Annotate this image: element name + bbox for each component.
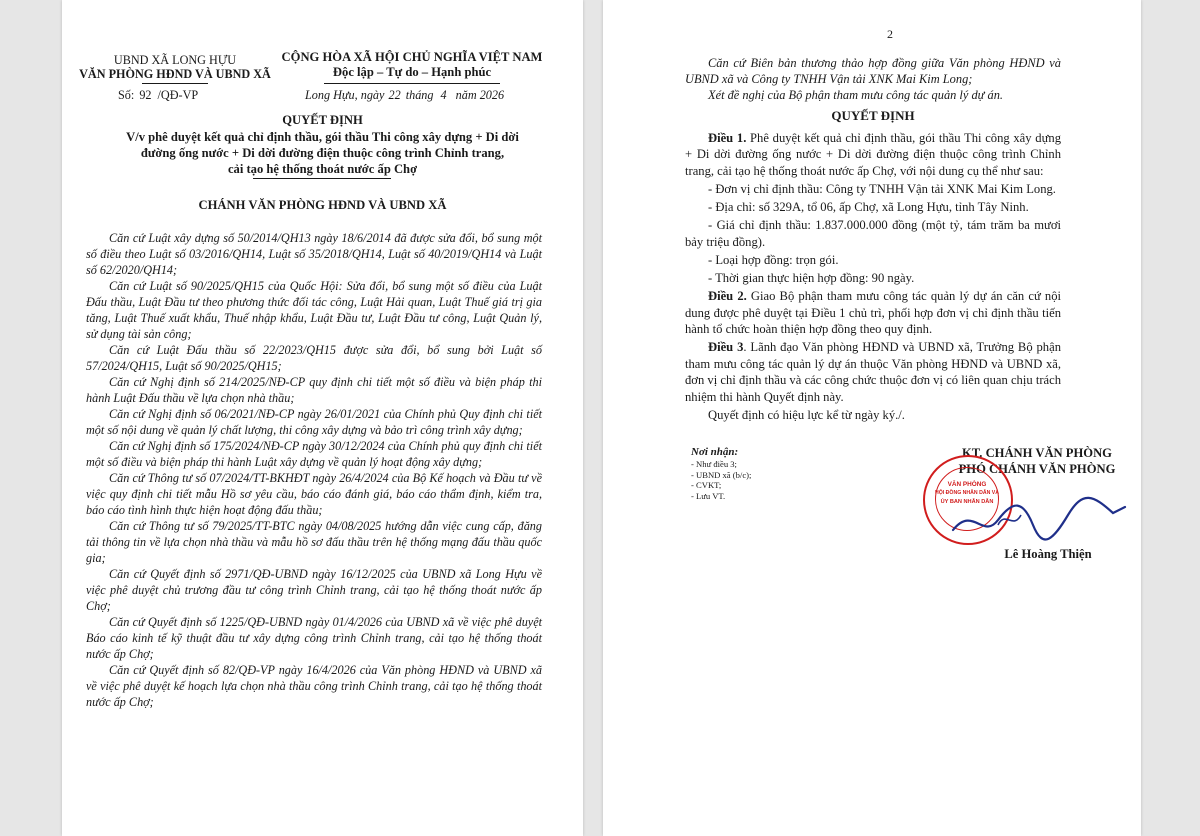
basis-item: Căn cứ Nghị định số 214/2025/NĐ-CP quy định chi tiết một số điều và biện pháp thi hành Luật Đấu thầu về lựa chọn nhà thầu; bbox=[86, 375, 542, 405]
org-header bbox=[70, 53, 280, 81]
stamp-text-2: HỘI ĐỒNG NHÂN DÂN VÀ bbox=[935, 490, 999, 496]
recipients-title: Nơi nhận: bbox=[691, 446, 739, 458]
page-1 bbox=[62, 0, 583, 836]
detail-item: - Địa chỉ: số 329A, tổ 06, ấp Chợ, xã Long Hựu, tỉnh Tây Ninh. bbox=[708, 200, 1029, 215]
legal-bases bbox=[86, 231, 542, 711]
motto-underline bbox=[324, 83, 500, 84]
stamp-text-3: ỦY BAN NHÂN DÂN bbox=[940, 499, 994, 505]
org-line2: VĂN PHÒNG HĐND VÀ UBND XÃ bbox=[79, 67, 271, 81]
nation-title: CỘNG HÒA XÃ HỘI CHỦ NGHĨA VIỆT NAM bbox=[281, 50, 543, 64]
basis-item: Căn cứ Nghị định số 06/2021/NĐ-CP ngày 26/01/2021 của Chính phủ Quy định chi tiết một số nội dung về quản lý chất lượng, thi công xây dựng và bảo trì công trình xây dựng; bbox=[86, 407, 542, 438]
basis-item: Căn cứ Thông tư số 07/2024/TT-BKHĐT ngày 26/4/2024 của Bộ Kế hoạch và Đầu tư về việc quy định chi tiết mẫu Hồ sơ yêu cầu, báo cáo đánh giá, báo cáo thẩm định, kiểm tra, báo cáo tình hình thực hiện hoạt động đấu thầu; bbox=[86, 471, 542, 518]
basis-item: Căn cứ Biên bản thương thảo hợp đồng giữa Văn phòng HĐND và UBND xã và Công ty TNHH Vận tải XNK Mai Kim Long; bbox=[685, 56, 1061, 86]
motto: Độc lập – Tự do – Hạnh phúc bbox=[332, 65, 492, 79]
article-2: Điều 2. Giao Bộ phận tham mưu công tác quản lý dự án căn cứ nội dung được phê duyệt tại Điều 1 chủ trì, phối hợp đơn vị chỉ định thầu tiến hành tổ chức hoàn thiện hợp đồng theo quy định. bbox=[685, 289, 1062, 337]
sign-line1: KT. CHÁNH VĂN PHÒNG bbox=[962, 446, 1112, 460]
basis-item: Căn cứ Thông tư số 79/2025/TT-BTC ngày 04/08/2025 hướng dẫn việc cung cấp, đăng tải thông tin về lựa chọn nhà thầu và mẫu hồ sơ đấu thầu trên hệ thống mạng đấu thầu quốc gia; bbox=[86, 519, 542, 566]
basis-item: Căn cứ Quyết định số 2971/QĐ-UBND ngày 16/12/2025 của UBND xã Long Hựu về việc phê duyệt chủ trương đầu tư công trình Chỉnh trang, cải tạo hệ thống thoát nước ấp Chợ; bbox=[86, 567, 542, 614]
doc-type: QUYẾT ĐỊNH bbox=[282, 113, 363, 127]
recipients bbox=[691, 446, 841, 501]
bases-continued bbox=[685, 55, 1061, 104]
detail-item: - Loại hợp đồng: trọn gói. bbox=[708, 253, 839, 268]
basis-item: Xét đề nghị của Bộ phận tham mưu công tác quản lý dự án. bbox=[708, 88, 1004, 103]
recipient-item: - CVKT; bbox=[691, 480, 722, 491]
doc-date: Long Hựu, ngày 22 tháng 4 năm 2026 bbox=[305, 88, 505, 102]
detail-item: - Giá chỉ định thầu: 1.837.000.000 đồng (một tỷ, tám trăm ba mươi bảy triệu đồng). bbox=[685, 218, 1061, 249]
authority-title: CHÁNH VĂN PHÒNG HĐND VÀ UBND XÃ bbox=[198, 198, 447, 212]
page-number: 2 bbox=[887, 27, 893, 41]
recipient-item: - UBND xã (b/c); bbox=[691, 469, 752, 480]
org-line1: UBND XÃ LONG HỰU bbox=[113, 53, 237, 67]
handwritten-signature bbox=[943, 485, 1133, 555]
signer-name: Lê Hoàng Thiện bbox=[1004, 547, 1092, 561]
org-underline bbox=[142, 83, 208, 84]
page-2 bbox=[603, 0, 1141, 836]
basis-item: Căn cứ Quyết định số 1225/QĐ-UBND ngày 01/4/2026 của UBND xã về việc phê duyệt Báo cáo kinh tế kỹ thuật đầu tư xây dựng công trình Chỉnh trang, cải tạo hệ thống thoát nước ấp Chợ; bbox=[86, 615, 542, 662]
doc-number: Số: 92 /QĐ-VP bbox=[118, 88, 199, 102]
basis-item: Căn cứ Luật Đấu thầu số 22/2023/QH15 được sửa đổi, bổ sung bởi Luật số 57/2024/QH15, Luật số 90/2025/QH15; bbox=[86, 342, 542, 373]
basis-item: Căn cứ Luật số 90/2025/QH15 của Quốc Hội: Sửa đổi, bổ sung một số điều của Luật Đấu thầu, Luật Đầu tư theo phương thức đối tác công, Luật Hải quan, Luật Thuế giá trị gia tăng, Luật Thuế xuất khẩu, Thuế nhập khẩu, Luật Đầu tư, Luật Đầu tư công, Luật Quản lý, sử dụng tài sản công; bbox=[86, 279, 542, 341]
doc-subject: V/v phê duyệt kết quả chỉ định thầu, gói thầu Thi công xây dựng + Di dời đường ống nước + Di dời đường điện thuộc công trình Chỉnh trang, cải tạo hệ thống thoát nước ấp Chợ bbox=[126, 130, 519, 177]
basis-item: Căn cứ Nghị định số 175/2024/NĐ-CP ngày 30/12/2024 của Chính phủ quy định chi tiết một số điều và biện pháp thi hành Luật xây dựng về quản lý hoạt động xây dựng; bbox=[86, 439, 542, 470]
nation-header bbox=[262, 50, 562, 80]
article-3: Điều 3. Lãnh đạo Văn phòng HĐND và UBND xã, Trưởng Bộ phận tham mưu công tác quản lý dự án thuộc Văn phòng HĐND và UBND xã, đơn vị chỉ định thầu và các công chức thuộc đơn vị có liên quan chịu trách nhiệm thi hành Quyết định này. bbox=[685, 340, 1061, 404]
basis-item: Căn cứ Quyết định số 82/QĐ-VP ngày 16/4/2026 của Văn phòng HĐND và UBND xã về việc phê duyệt kế hoạch lựa chọn nhà thầu công trình Chỉnh trang, cải tạo hệ thống thoát nước ấp Chợ; bbox=[86, 663, 542, 710]
decision-heading: QUYẾT ĐỊNH bbox=[831, 108, 915, 123]
basis-item: Căn cứ Luật xây dựng số 50/2014/QH13 ngày 18/6/2014 đã được sửa đổi, bổ sung một số điều theo Luật số 03/2016/QH14, Luật số 35/2018/QH14, Luật số 40/2019/QH14 và Luật số 62/2020/QH14; bbox=[86, 231, 542, 277]
stamp-text-1: VĂN PHÒNG bbox=[947, 481, 987, 488]
recipient-item: - Lưu VT. bbox=[691, 490, 726, 501]
article-1: Điều 1. Phê duyệt kết quả chỉ định thầu, gói thầu Thi công xây dựng + Di dời đường ống nước + Di dời đường điện thuộc công trình Chỉnh trang, cải tạo hệ thống thoát nước ấp Chợ, với nội dung cụ thể như sau: bbox=[685, 131, 1061, 178]
effective-clause: Quyết định có hiệu lực kể từ ngày ký./. bbox=[708, 407, 905, 422]
decision-body bbox=[685, 130, 1061, 425]
subject-underline bbox=[253, 178, 391, 179]
recipient-item: - Như điều 3; bbox=[691, 459, 737, 469]
detail-item: - Thời gian thực hiện hợp đồng: 90 ngày. bbox=[708, 271, 915, 286]
sign-line2: PHÓ CHÁNH VĂN PHÒNG bbox=[958, 462, 1116, 476]
detail-item: - Đơn vị chỉ định thầu: Công ty TNHH Vận tải XNK Mai Kim Long. bbox=[708, 182, 1056, 197]
